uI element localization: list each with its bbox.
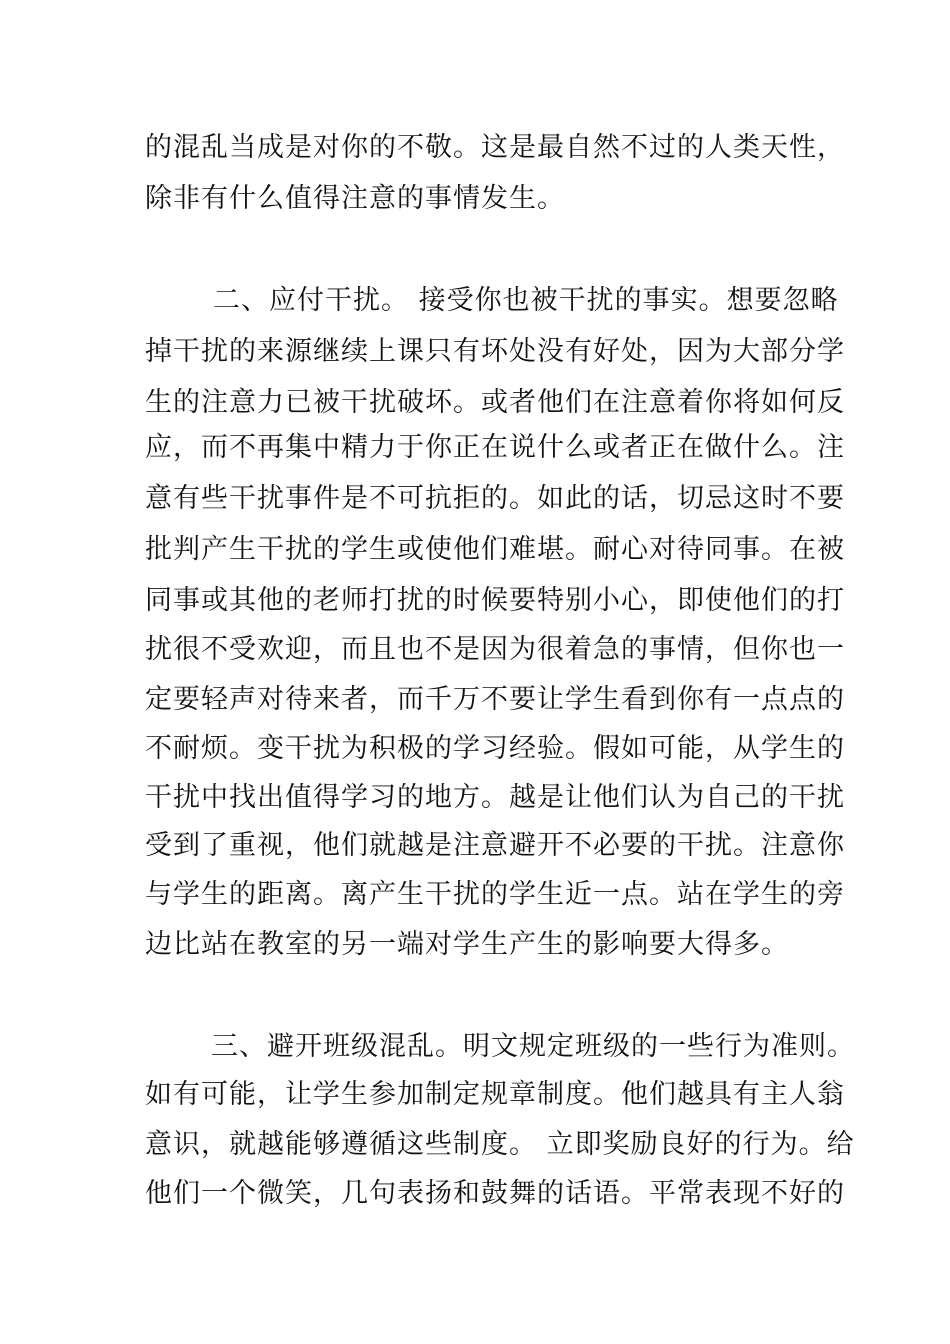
text-line: 他们一个微笑，几句表扬和鼓舞的话语。平常表现不好的 (145, 1178, 845, 1209)
text-line: 意识，就越能够遵循这些制度。 立即奖励良好的行为。给 (145, 1129, 855, 1160)
text-line: 除非有什么值得注意的事情发生。 (145, 183, 565, 214)
text-line: 边比站在教室的另一端对学生产生的影响要大得多。 (145, 929, 789, 960)
text-line: 不耐烦。变干扰为积极的学习经验。假如可能，从学生的 (145, 733, 845, 764)
text-line: 与学生的距离。离产生干扰的学生近一点。站在学生的旁 (145, 879, 845, 910)
text-line: 应，而不再集中精力于你正在说什么或者正在做什么。注 (145, 432, 845, 463)
text-line: 意有些干扰事件是不可抗拒的。如此的话，切忌这时不要 (145, 483, 845, 514)
text-line: 受到了重视，他们就越是注意避开不必要的干扰。注意你 (145, 830, 845, 861)
text-line: 掉干扰的来源继续上课只有坏处没有好处，因为大部分学 (145, 336, 845, 367)
section-heading-line: 三、避开班级混乱。明文规定班级的一些行为准则。 (211, 1031, 855, 1062)
text-line: 定要轻声对待来者，而千万不要让学生看到你有一点点的 (145, 684, 845, 715)
text-line: 生的注意力已被干扰破坏。或者他们在注意着你将如何反 (145, 387, 845, 418)
text-line: 批判产生干扰的学生或使他们难堪。耐心对待同事。在被 (145, 534, 845, 565)
text-line: 同事或其他的老师打扰的时候要特别小心，即使他们的打 (145, 585, 845, 616)
text-line: 的混乱当成是对你的不敬。这是最自然不过的人类天性， (145, 132, 845, 163)
text-line: 扰很不受欢迎，而且也不是因为很着急的事情，但你也一 (145, 634, 845, 665)
text-line: 干扰中找出值得学习的地方。越是让他们认为自己的干扰 (145, 782, 845, 813)
section-heading-line: 二、应付干扰。 接受你也被干扰的事实。想要忽略 (213, 285, 839, 316)
text-line: 如有可能，让学生参加制定规章制度。他们越具有主人翁 (145, 1079, 845, 1110)
